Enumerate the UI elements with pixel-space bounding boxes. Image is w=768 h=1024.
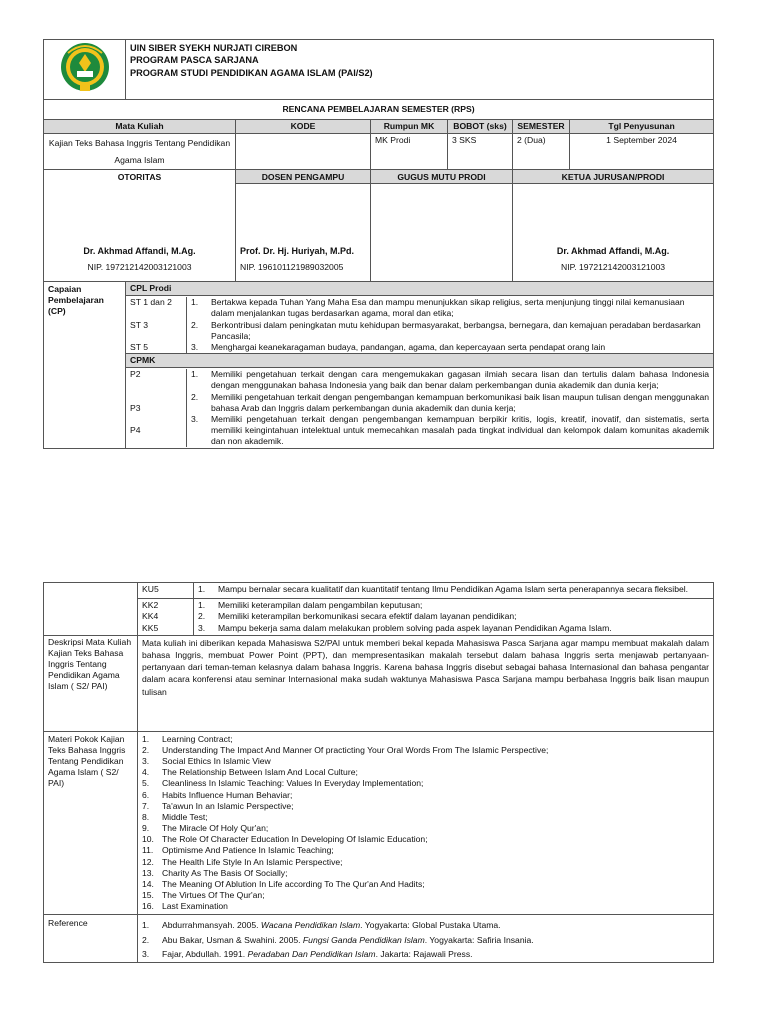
kk-cell (194, 599, 714, 636)
col-header-tgl: Tgl Penyusunan (570, 120, 714, 134)
materi-item: 3. Social Ethics In Islamic View (142, 756, 271, 767)
document-title: RENCANA PEMBELAJARAN SEMESTER (RPS) (44, 100, 714, 120)
cpl-items (126, 296, 714, 354)
cp-label: Capaian Pembelajaran (CP) (44, 282, 126, 449)
materi-item: 8. Middle Test; (142, 811, 208, 822)
reference-item: 3. Fajar, Abdullah. 1991. Peradaban Dan Pendidikan Islam. Jakarta: Rajawali Press. (142, 948, 473, 959)
materi-item: 14. The Meaning Of Ablution In Life according To The Qur'an And Hadits; (142, 878, 425, 889)
reference-cell (138, 915, 714, 963)
ketua-cell (513, 170, 714, 282)
cpl-codes (130, 297, 186, 353)
gugus-mutu-cell (371, 170, 513, 282)
col-header-kode: KODE (236, 120, 371, 134)
cpl-code: ST 1 dan 2 (130, 297, 172, 308)
reference-item: 2. Abu Bakar, Usman & Swahini. 2005. Fungsi Ganda Pendidikan Islam. Yogyakarta: Safiria Insania. (142, 934, 534, 945)
materi-item: 9. The Miracle Of Holy Qur'an; (142, 823, 269, 834)
blank-label-cell (44, 583, 138, 636)
cpl-list (186, 297, 709, 353)
reference-label: Reference (44, 915, 138, 963)
kk-codes (138, 599, 194, 636)
materi-item: 13. Charity As The Basis Of Socially; (142, 867, 288, 878)
col-header-rumpun: Rumpun MK (371, 120, 448, 134)
materi-item: 15. The Virtues Of The Qur'an; (142, 890, 265, 901)
materi-item: 16. Last Examination (142, 901, 228, 912)
course-rumpun: MK Prodi (371, 134, 448, 170)
cpmk-code: P2 (130, 369, 141, 380)
dosen-cell (236, 170, 371, 282)
cpmk-items (126, 368, 714, 449)
university-logo-cell (44, 40, 126, 100)
otoritas-cell (44, 170, 236, 282)
col-header-semester: SEMESTER (513, 120, 570, 134)
otoritas-nip: NIP. 197212142003121003 (87, 262, 192, 272)
materi-item: 11. Optimisme And Patience In Islamic Teaching; (142, 845, 334, 856)
cpmk-title: CPMK (126, 354, 714, 368)
cpmk-codes (130, 369, 186, 447)
dosen-header: DOSEN PENGAMPU (236, 170, 370, 184)
university-name: UIN SIBER SYEKH NURJATI CIREBON (130, 43, 298, 53)
course-bobot: 3 SKS (448, 134, 513, 170)
ku5-cell (194, 583, 714, 599)
materi-label: Materi Pokok Kajian Teks Bahasa Inggris Tentang Pendidikan Agama Islam ( S2/ PAI) (44, 731, 138, 915)
reference-item: 1. Abdurrahmansyah. 2005. Wacana Pendidikan Islam. Yogyakarta: Global Pustaka Utama. (142, 920, 501, 931)
rps-continuation-table (43, 582, 714, 963)
cpl-code: ST 3 (130, 319, 148, 330)
reference-list (142, 918, 709, 961)
materi-item: 4. The Relationship Between Islam And Local Culture; (142, 767, 358, 778)
list-item: 2. Memiliki pengetahuan terkait dengan pengembangan kemampuan berkomunikasi baik lisan maupun tulisan dengan menggunakan bahasa Arab dan Inggris dalam perkembangan dunia akademik dan dunia kerja; (191, 391, 710, 413)
study-program-name: PROGRAM STUDI PENDIDIKAN AGAMA ISLAM (PAI/S2) (130, 67, 373, 78)
ketua-nip: NIP. 197212142003121003 (561, 262, 666, 272)
otoritas-name: Dr. Akhmad Affandi, M.Ag. (83, 246, 196, 256)
list-item: 3. Mampu bekerja sama dalam melakukan problem solving pada aspek layanan Pendidikan Agama Islam. (198, 622, 612, 633)
ketua-header: KETUA JURUSAN/PRODI (513, 170, 713, 184)
list-item: 1. Bertakwa kepada Tuhan Yang Maha Esa dan mampu menunjukkan sikap religius, serta menjunjung tinggi nilai kemanusiaan dalam menjalankan tugas berdasarkan agama, moral dan etika; (191, 297, 685, 319)
kk-code: KK2 (142, 600, 159, 611)
institution-block (126, 40, 714, 100)
deskripsi-label: Deskripsi Mata Kuliah Kajian Teks Bahasa Inggris Tentang Pendidikan Agama Islam ( S2/ PAI) (44, 635, 138, 731)
cpmk-code: P4 (130, 425, 141, 436)
materi-item: 2. Understanding The Impact And Manner Of practicting Your Oral Words From The Islamic Perspective; (142, 744, 549, 755)
cpl-row (130, 297, 709, 353)
list-item: 1. Memiliki keterampilan dalam pengambilan keputusan; (198, 600, 423, 611)
ketua-name: Dr. Akhmad Affandi, M.Ag. (556, 246, 670, 256)
course-semester: 2 (Dua) (513, 134, 570, 170)
program-name: PROGRAM PASCA SARJANA (130, 55, 259, 66)
course-kode (236, 134, 371, 170)
list-item: 1. Mampu bernalar secara kualitatif dan kuantitatif tentang Ilmu Pendidikan Agama Islam serta penerapannya secara fleksibel. (198, 584, 689, 594)
dosen-nip: NIP. 196101121989032005 (240, 262, 344, 272)
rps-header-table (43, 39, 714, 449)
gugus-mutu-header: GUGUS MUTU PRODI (371, 170, 512, 184)
materi-item: 1. Learning Contract; (142, 733, 233, 744)
cpmk-list (186, 369, 709, 447)
cpl-code: ST 5 (130, 341, 148, 352)
kk-code: KK5 (142, 622, 159, 633)
kk-code: KK4 (142, 611, 159, 622)
ku5-code: KU5 (138, 583, 194, 599)
materi-item: 6. Habits Influence Human Behaviar; (142, 789, 293, 800)
course-name: Kajian Teks Bahasa Inggris Tentang Pendidikan Agama Islam (44, 134, 236, 170)
materi-list (142, 734, 709, 913)
materi-item: 5. Cleanliness In Islamic Teaching: Values In Everyday Implementation; (142, 778, 424, 789)
deskripsi-text: Mata kuliah ini diberikan kepada Mahasiswa S2/PAI untuk memberi bekal kepada Mahasiswa Pasca Sarjana agar mampu membuat makalah dalam bahasa Inggris, membuat Power Point (PPT), dan mempresentasikan makalah tersebut dalam bahasa Inggris serta menjawab pertanyaan-pertanyaan dari teman-teman kelasnya dalam bahasa Inggris. Karena bahasa Inggris disebut sebagai bahasa Internasional dan bahasa pengantar dalam acara konferensi atau seminar Internasional maka sudah waktunya Mahasiswa Pasca Sarjana mampu berbahasa Inggris baik lisan maupun tulisan (138, 635, 714, 731)
materi-item: 7. Ta'awun In an Islamic Perspective; (142, 800, 294, 811)
materi-cell (138, 731, 714, 915)
list-item: 3. Memiliki pengetahuan terkait dengan pengembangan kemampuan berpikir kritis, logis, kreatif, inovatif, dan sistematis, serta memiliki keingintahuan intelektual untuk memecahkan masalah pada tingkat individual dan kelompok dalam komunitas akademik dan non akademik. (191, 413, 710, 447)
col-header-mata-kuliah: Mata Kuliah (44, 120, 236, 134)
cpmk-code: P3 (130, 402, 141, 413)
materi-item: 12. The Health Life Style In An Islamic Perspective; (142, 856, 343, 867)
university-logo (60, 41, 110, 95)
dosen-name: Prof. Dr. Hj. Huriyah, M.Pd. (240, 246, 355, 256)
list-item: 1. Memiliki pengetahuan terkait dengan cara mengemukakan gagasan ilmiah secara lisan dan tertulis dalam bahasa Indonesia dengan menggunakan bahasa Indonesia yang baik dan benar dalam perkembangan dunia akademik dan dunia kerja; (191, 369, 710, 391)
cpl-prodi-title: CPL Prodi (126, 282, 714, 296)
course-tgl: 1 September 2024 (570, 134, 714, 170)
list-item: 3. Menghargai keanekaragaman budaya, pandangan, agama, dan kepercayaan serta pendapat orang lain (191, 341, 606, 352)
list-item: 2. Memiliki keterampilan berkomunikasi secara efektif dalam layanan pendidikan; (198, 611, 517, 622)
otoritas-header: OTORITAS (117, 172, 162, 182)
materi-item: 10. The Role Of Character Education In Developing Of Islamic Education; (142, 834, 428, 845)
cpmk-row (130, 369, 709, 447)
col-header-bobot: BOBOT (sks) (448, 120, 513, 134)
list-item: 2. Berkontribusi dalam peningkatan mutu kehidupan bermasyarakat, berbangsa, bernegara, dan kemajuan peradaban berdasarkan Pancasila; (191, 319, 701, 341)
